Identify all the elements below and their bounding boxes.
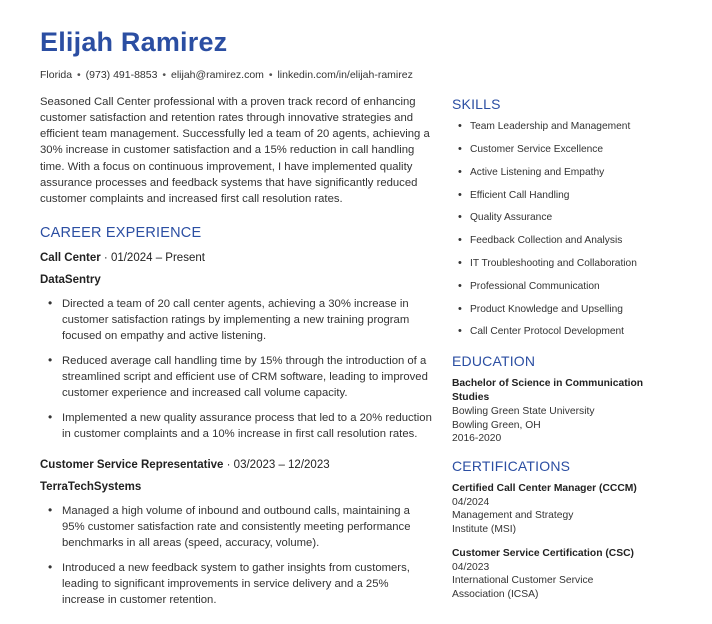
list-item: • Quality Assurance: [452, 211, 668, 225]
section-heading-skills: SKILLS: [452, 96, 501, 113]
certification-name: Customer Service Certification (CSC): [452, 548, 634, 560]
list-item: • Efficient Call Handling: [452, 189, 668, 203]
education-dates: 2016-2020: [452, 433, 502, 445]
list-item: • Reduced average call handling time by 15% through the introduction of a streamlined script and efficient use of CRM software, leading to improved customer experience and increased call volume capacity.: [40, 353, 432, 401]
main-column: [40, 94, 446, 624]
section-heading-education: EDUCATION: [452, 353, 536, 370]
list-item: • Professional Communication: [452, 280, 668, 294]
job-header: [40, 251, 432, 266]
list-item: • IT Troubleshooting and Collaboration: [452, 257, 668, 271]
contact-separator-1: •: [77, 68, 81, 81]
certification-issuer-line2: Association (ICSA): [452, 588, 539, 600]
contact-phone: (973) 491-8853: [85, 68, 158, 81]
education-entry: [452, 377, 668, 446]
certification-issuer-line1: International Customer Service: [452, 575, 594, 587]
list-item: • Customer Service Excellence: [452, 143, 668, 157]
contact-linkedin[interactable]: linkedin.com/in/elijah-ramirez: [277, 68, 413, 81]
section-heading-certifications: CERTIFICATIONS: [452, 457, 571, 474]
list-item: • Introduced a new feedback system to gather insights from customers, leading to significant improvements in service delivery and a 25% increase in customer retention.: [40, 560, 432, 608]
job-company: TerraTechSystems: [40, 480, 142, 493]
contact-separator-2: •: [162, 68, 167, 81]
professional-summary: Seasoned Call Center professional with a proven track record of enhancing customer satisfaction and retention rates through innovative strategies and efficient team management. Successfully led a team of 20 agents, achieving a 30% increase in customer satisfaction and a 15% reduction in call handling time. With a focus on continuous improvement, I have implemented quality assurance processes and feedback systems that have significantly reduced customer complaints and increased first call resolution rates.: [40, 96, 430, 205]
certification-issuer-line2: Institute (MSI): [452, 523, 517, 535]
list-item: • Feedback Collection and Analysis: [452, 234, 668, 248]
list-item: • Managed a high volume of inbound and outbound calls, maintaining a 95% customer satisfaction rate and consistently meeting performance benchmarks in all areas (speed, accuracy, volume).: [40, 503, 432, 551]
sidebar: [446, 94, 668, 612]
page-title: Elijah Ramirez: [40, 27, 228, 57]
list-item: • Directed a team of 20 call center agents, achieving a 30% increase in customer satisfaction ratings by implementing a new training program focused on empathy and active listening.: [40, 296, 432, 344]
contact-email[interactable]: elijah@ramirez.com: [170, 68, 264, 81]
job-title: Customer Service Representative: [40, 458, 224, 471]
contact-separator-3: •: [268, 68, 273, 81]
list-item: • Team Leadership and Management: [452, 120, 668, 134]
education-school: Bowling Green State University: [452, 406, 595, 418]
job-title: Call Center: [40, 251, 101, 264]
experience-entry: [40, 251, 432, 442]
job-header: [40, 458, 432, 473]
experience-entry: [40, 458, 432, 608]
education-location: Bowling Green, OH: [452, 419, 541, 431]
contact-location: Florida: [40, 68, 73, 81]
list-item: • Implemented a new quality assurance process that led to a 20% reduction in customer complaints and a 10% increase in first call resolution rates.: [40, 410, 432, 442]
list-item: • Product Knowledge and Upselling: [452, 303, 668, 317]
certification-name: Certified Call Center Manager (CCCM): [452, 482, 637, 494]
job-dates: · 03/2023 – 12/2023: [226, 458, 330, 471]
section-heading-experience: CAREER EXPERIENCE: [40, 224, 202, 241]
education-degree: Bachelor of Science in Communication Studies: [452, 378, 644, 403]
certification-entry: [452, 547, 668, 601]
certification-issuer-line1: Management and Strategy: [452, 510, 574, 522]
job-bullet-list: [40, 296, 432, 442]
body-columns: [40, 94, 672, 624]
contact-line: [40, 68, 672, 83]
job-dates: · 01/2024 – Present: [103, 251, 205, 264]
job-bullet-list: [40, 503, 432, 608]
job-company: DataSentry: [40, 273, 101, 286]
certification-date: 04/2023: [452, 561, 490, 573]
skills-list: [452, 120, 668, 339]
list-item: • Call Center Protocol Development: [452, 325, 668, 339]
certification-date: 04/2024: [452, 496, 490, 508]
list-item: • Active Listening and Empathy: [452, 166, 668, 180]
certification-entry: [452, 482, 668, 536]
